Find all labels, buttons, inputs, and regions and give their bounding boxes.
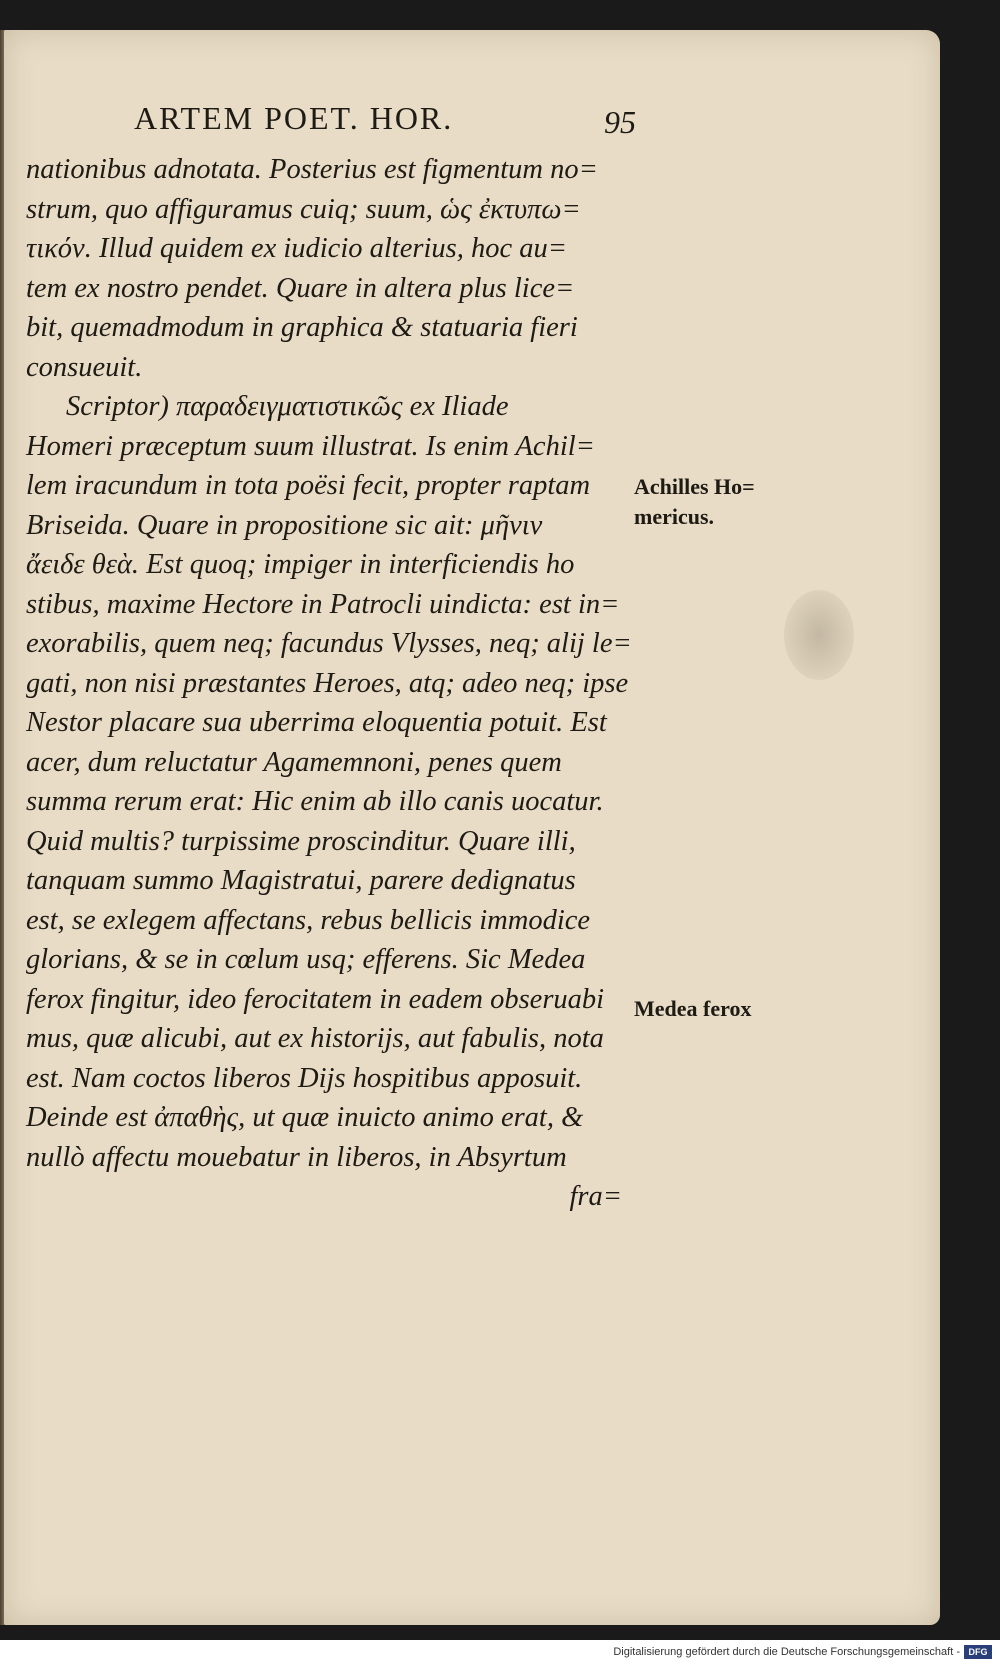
text-line: acer, dum reluctatur Agamemnoni, penes quem [26,746,562,778]
margin-note-line: mericus. [634,504,715,529]
text-line: nullò affectu mouebatur in liberos, in Absyrtum [26,1141,567,1173]
text-line: bit, quemadmodum in graphica & statuaria fieri [26,312,578,343]
text-line: strum, quo affiguramus cuiq; suum, ὡς ἐκτυπω= [26,193,581,225]
text-line: mus, quæ alicubi, aut ex historijs, aut fabulis, nota [26,1023,604,1054]
margin-note-medea: Medea ferox [634,996,752,1021]
dfg-logo: DFG [964,1645,992,1659]
text-line: lem iracundum in tota poësi fecit, propter raptam [26,470,591,501]
text-line: est, se exlegem affectans, rebus bellicis immodice [26,904,591,936]
text-line: Scriptor) παραδειγματιστικῶς ex Iliade [66,391,509,422]
text-line: Quid multis? turpissime proscinditur. Quare illi, [26,825,576,857]
text-line: summa rerum erat: Hic enim ab illo canis uocatur. [26,786,604,817]
paper-stain [784,590,854,680]
footer-credit: Digitalisierung gefördert durch die Deutsche Forschungsgemeinschaft - [613,1646,960,1658]
text-line: ἄειδε θεὰ. Est quoq; impiger in interficiendis ho [26,549,575,580]
margin-note-achilles [634,472,755,532]
text-line: est. Nam coctos liberos Dijs hospitibus apposuit. [26,1062,583,1094]
text-line: consueuit. [26,351,143,383]
text-line: tanquam summo Magistratui, parere dedignatus [26,865,576,896]
text-line: glorians, & se in cœlum usq; efferens. Sic Medea [26,944,586,975]
running-head: ARTEM POET. HOR. [134,100,454,136]
page-number: 95 [604,104,636,140]
catchword: fra= [569,1181,622,1212]
text-line: exorabilis, quem neq; facundus Vlysses, neq; alij le= [26,628,632,659]
text-line: Nestor placare sua uberrima eloquentia potuit. Est [26,707,607,738]
text-line: Briseida. Quare in propositione sic ait: μῆνιν [26,509,543,541]
text-line: Homeri præceptum suum illustrat. Is enim Achil= [26,430,595,462]
text-line: nationibus adnotata. Posterius est figmentum no= [26,154,598,185]
text-line: tem ex nostro pendet. Quare in altera plus lice= [26,272,575,304]
text-line: ferox fingitur, ideo ferocitatem in eadem obseruabi [26,983,605,1015]
body-text [26,150,632,1217]
book-page [4,30,940,1625]
margin-note-line: Achilles Ho= [634,474,755,499]
text-line: τικόν. Illud quidem ex iudicio alterius, hoc au= [26,233,567,264]
text-line: gati, non nisi præstantes Heroes, atq; adeo neq; ipse [26,667,629,699]
text-line: stibus, maxime Hectore in Patrocli uindicta: est in= [26,588,620,620]
text-line: Deinde est ἀπαθὴς, ut quæ inuicto animo erat, & [26,1102,584,1133]
